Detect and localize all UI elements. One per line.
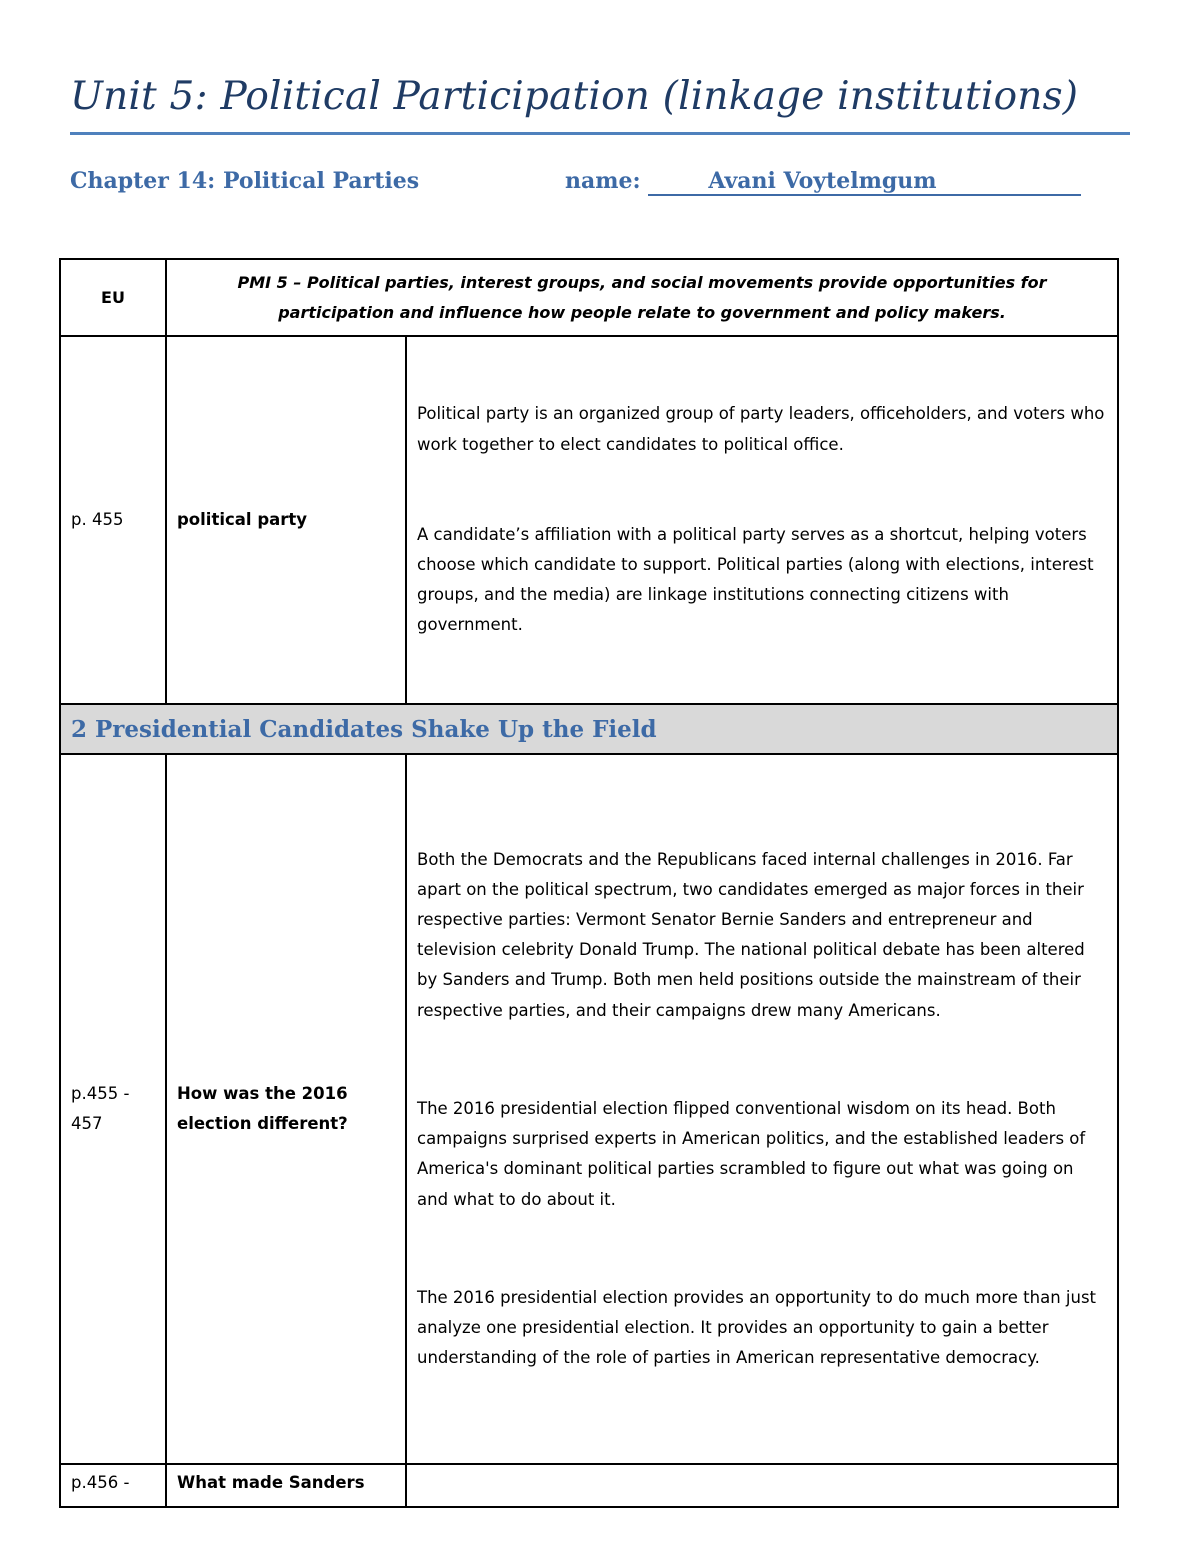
page-ref-cell: p.456 - (60, 1464, 166, 1507)
notes-table (59, 258, 1119, 1508)
term-cell: What made Sanders (166, 1464, 406, 1507)
note-paragraph: Political party is an organized group of party leaders, officeholders, and voters who work together to elect candidates to political office. (417, 404, 1105, 454)
name-underline-left (648, 168, 704, 196)
table-row (60, 1464, 1118, 1507)
page-ref-cell: p.455 - 457 (60, 754, 166, 1464)
section-title: 2 Presidential Candidates Shake Up the Field (71, 715, 657, 743)
note-paragraph: The 2016 presidential election flipped conventional wisdom on its head. Both campaigns surprised experts in American politics, and the established leaders of America's dominant political parties scrambled to figure out what was going on and what to do about it. (417, 1098, 1086, 1209)
table-row (60, 754, 1118, 1464)
title-underline (70, 132, 1130, 135)
chapter-heading: Chapter 14: Political Parties (70, 168, 420, 194)
notes-cell (406, 754, 1118, 1464)
note-paragraph: Both the Democrats and the Republicans faced internal challenges in 2016. Far apart on the political spectrum, two candidates emerged as major forces in their respective parties: Vermont Senator Bernie Sanders and entrepreneur and television celebrity Donald Trump. The national political debate has been altered by Sanders and Trump. Both men held positions outside the mainstream of their respective parties, and their campaigns drew many Americans. (417, 849, 1085, 1020)
page-ref-cell: p. 455 (60, 336, 166, 704)
section-header-cell (60, 704, 1118, 754)
pmi-cell: PMI 5 – Political parties, interest groups, and social movements provide opportunities for participation and influence how people relate to government and policy makers. (166, 259, 1118, 336)
student-name: Avani Voytelmgum (704, 168, 940, 196)
table-row (60, 336, 1118, 704)
note-paragraph: A candidate’s affiliation with a political party serves as a shortcut, helping voters choose which candidate to support. Political parties (along with elections, interest groups, and the media) are linkage institutions connecting citizens with government. (417, 524, 1094, 635)
document-title: Unit 5: Political Participation (linkage institutions) (70, 74, 1079, 119)
table-header-row (60, 259, 1118, 336)
section-header-row (60, 704, 1118, 754)
eu-label-cell: EU (60, 259, 166, 336)
term-cell: political party (166, 336, 406, 704)
notes-cell (406, 336, 1118, 704)
term-cell: How was the 2016 election different? (166, 754, 406, 1464)
name-underline-right (941, 168, 1081, 196)
notes-cell (406, 1464, 1118, 1507)
name-line (565, 168, 1081, 196)
note-paragraph: The 2016 presidential election provides an opportunity to do much more than just analyze one presidential election. It provides an opportunity to gain a better understanding of the role of parties in American representative democracy. (417, 1287, 1097, 1368)
name-label: name: (565, 168, 641, 194)
